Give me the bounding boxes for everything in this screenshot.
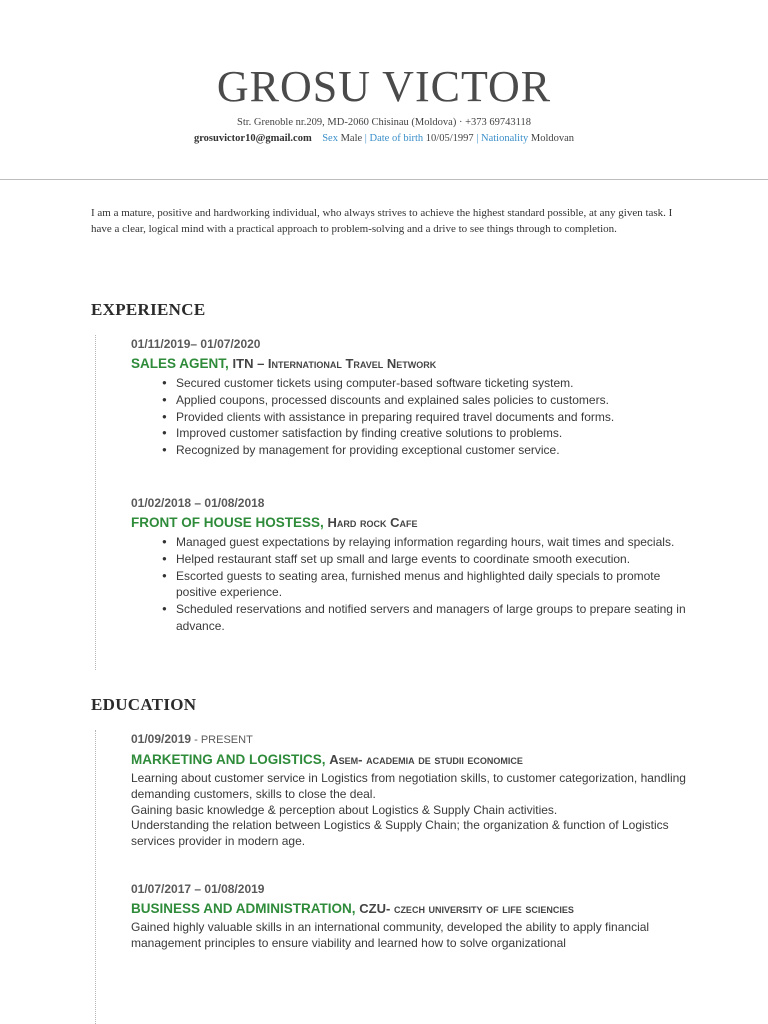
institution-name: Asem- academia de studii economice — [329, 752, 523, 767]
job-organization: Hard rock Cafe — [327, 515, 418, 530]
education-date — [131, 731, 691, 748]
program-title: MARKETING AND LOGISTICS — [131, 752, 322, 767]
experience-heading: EXPERIENCE — [91, 300, 206, 319]
header-divider — [0, 179, 768, 180]
duty-item: ● Escorted guests to seating area, furnished menus and highlighted daily specials to promote positive experience. — [131, 568, 691, 602]
education-description — [131, 771, 691, 850]
nationality-value: Moldovan — [530, 133, 575, 144]
phone: +373 69743118 — [465, 117, 531, 128]
duty-item: ● Recognized by management for providing exceptional customer service. — [131, 442, 691, 459]
sex-value: Male — [340, 133, 363, 144]
education-start-date: 01/07/2017 – 01/08/2019 — [131, 882, 265, 896]
dob-value: 10/05/1997 — [425, 133, 474, 144]
description-line: Gaining basic knowledge & perception about Logistics & Supply Chain activities. — [131, 802, 558, 817]
experience-timeline — [95, 335, 96, 670]
job-role: FRONT OF HOUSE HOSTESS, Hard rock Cafe — [131, 515, 418, 530]
job-duties — [131, 375, 691, 459]
job-entry — [131, 336, 691, 459]
duty-item: ● Applied coupons, processed discounts and explained sales policies to customers. — [131, 392, 691, 409]
education-entry — [131, 881, 691, 952]
job-date: 01/11/2019– 01/07/2020 — [131, 337, 261, 351]
duty-item: ● Managed guest expectations by relaying information regarding hours, wait times and specials. — [131, 534, 691, 551]
education-timeline — [95, 730, 96, 1024]
contact-separator: · — [458, 117, 463, 128]
job-date: 01/02/2018 – 01/08/2018 — [131, 496, 265, 510]
job-entry — [131, 495, 691, 635]
duty-item: ● Provided clients with assistance in preparing required travel documents and forms. — [131, 409, 691, 426]
education-date — [131, 881, 691, 897]
job-title: SALES AGENT — [131, 356, 226, 371]
email-link[interactable]: grosuvictor10@gmail.com — [193, 133, 312, 144]
education-start-date: 01/09/2019 — [131, 732, 192, 746]
contact-line-1 — [0, 116, 768, 130]
description-line: Learning about customer service in Logistics from negotiation skills, to customer categorization, handling demanding customers, skills to close the deal. — [131, 771, 686, 801]
duty-item: ● Secured customer tickets using computer-based software ticketing system. — [131, 375, 691, 392]
nationality-label: Nationality — [481, 133, 529, 144]
education-description — [131, 920, 691, 952]
candidate-name: GROSU VICTOR — [216, 62, 552, 111]
education-end-date: - PRESENT — [191, 734, 253, 746]
education-heading: EDUCATION — [91, 695, 197, 714]
job-organization: ITN – International Travel Network — [232, 356, 437, 371]
sex-label: Sex — [322, 133, 338, 144]
contact-line-2: grosuvictor10@gmail.com Sex Male | Date of birth 10/05/1997 | Nationality Moldovan — [193, 133, 575, 144]
description-line: Gained highly valuable skills in an international community, developed the ability to apply financial management principles to ensure viability and learned how to solve organizational — [131, 920, 650, 950]
description-line: Understanding the relation between Logistics & Supply Chain; the organization & function of Logistics services provider in modern age. — [131, 818, 669, 849]
program-title: BUSINESS AND ADMINISTRATION — [131, 901, 352, 916]
duty-item: ● Improved customer satisfaction by finding creative solutions to problems. — [131, 425, 691, 442]
institution-name: CZU- czech university of life sciencies — [359, 901, 574, 916]
duty-item: ● Scheduled reservations and notified servers and managers of large groups to prepare seating in advance. — [131, 601, 691, 635]
job-duties — [131, 534, 691, 635]
education-program: MARKETING AND LOGISTICS, Asem- academia de studii economice — [131, 752, 523, 767]
profile-summary: I am a mature, positive and hardworking individual, who always strives to achieve the highest standard possible, at any given task. I have a clear, logical mind with a practical approach to problem-solving and a drive to see things through to completion. — [91, 207, 673, 235]
resume-header — [0, 60, 768, 146]
education-program: BUSINESS AND ADMINISTRATION, CZU- czech university of life sciencies — [131, 901, 574, 916]
job-role: SALES AGENT, ITN – International Travel Network — [131, 356, 437, 371]
job-title: FRONT OF HOUSE HOSTESS — [131, 515, 321, 530]
address: Str. Grenoble nr.209, MD-2060 Chisinau (Moldova) — [237, 117, 457, 128]
duty-item: ● Helped restaurant staff set up small and large events to coordinate smooth execution. — [131, 551, 691, 568]
dob-label: Date of birth — [369, 133, 424, 144]
education-entry — [131, 731, 691, 850]
